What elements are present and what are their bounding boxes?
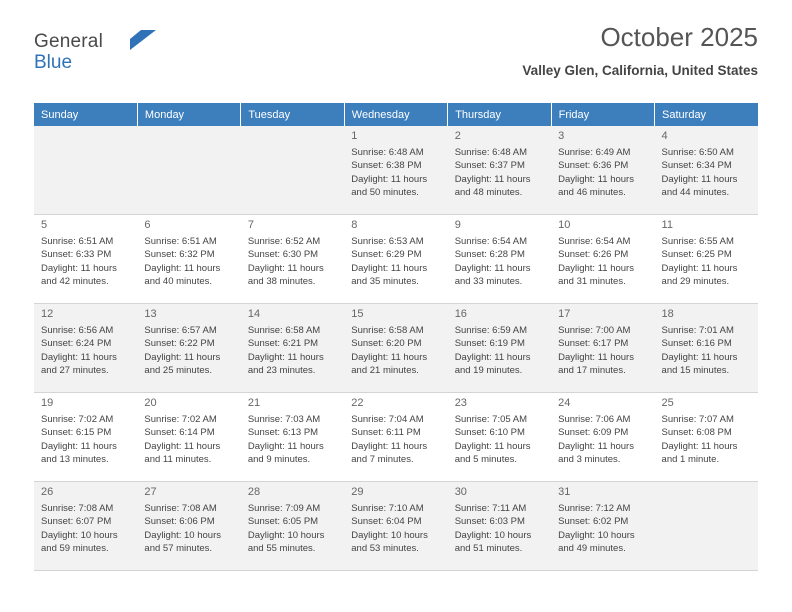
page-header [34, 22, 758, 94]
day-number: 25 [661, 397, 674, 409]
day-cell [655, 304, 758, 393]
sunrise-text: Sunrise: 6:58 AM [247, 325, 321, 336]
day-number: 29 [351, 486, 364, 498]
day-number: 27 [144, 486, 157, 498]
daylight-text-line1: Daylight: 11 hours [41, 440, 117, 452]
sunset-text: Sunset: 6:36 PM [558, 160, 629, 172]
day-cell [551, 215, 654, 304]
day-number: 19 [41, 397, 54, 409]
daylight-text-line1: Daylight: 11 hours [247, 440, 324, 452]
location-subtitle: Valley Glen, California, United States [522, 63, 758, 78]
daylight-text-line1: Daylight: 11 hours [661, 173, 738, 185]
daylight-text-line2: and 3 minutes. [558, 454, 621, 466]
sunset-text: Sunset: 6:14 PM [144, 427, 215, 439]
day-number: 18 [661, 308, 674, 320]
day-cell [448, 482, 551, 571]
daylight-text-line1: Daylight: 11 hours [454, 440, 531, 452]
sunrise-text: Sunrise: 6:53 AM [351, 236, 424, 247]
day-cell [551, 482, 654, 571]
daylight-text-line1: Daylight: 11 hours [247, 351, 324, 363]
day-cell [655, 215, 758, 304]
sunrise-text: Sunrise: 6:51 AM [144, 236, 217, 247]
sunset-text: Sunset: 6:34 PM [661, 160, 732, 172]
daylight-text-line1: Daylight: 11 hours [351, 351, 428, 363]
sunset-text: Sunset: 6:25 PM [661, 249, 732, 261]
day-cell [241, 482, 344, 571]
daylight-text-line2: and 1 minute. [661, 454, 720, 466]
weekday-header-wednesday: Wednesday [344, 103, 447, 126]
day-number: 6 [144, 219, 151, 231]
day-cell [137, 126, 240, 215]
day-number: 2 [454, 130, 461, 142]
sunrise-text: Sunrise: 7:05 AM [454, 414, 528, 425]
daylight-text-line2: and 9 minutes. [247, 454, 311, 466]
daylight-text-line2: and 19 minutes. [454, 365, 523, 377]
daylight-text-line2: and 25 minutes. [144, 365, 213, 377]
daylight-text-line1: Daylight: 11 hours [144, 351, 221, 363]
table-row [34, 126, 758, 215]
sunset-text: Sunset: 6:32 PM [144, 249, 215, 261]
day-number: 3 [558, 130, 565, 142]
day-number: 28 [247, 486, 261, 498]
daylight-text-line1: Daylight: 10 hours [247, 529, 325, 541]
sunrise-text: Sunrise: 6:50 AM [661, 147, 734, 158]
day-number: 11 [661, 219, 673, 231]
sunset-text: Sunset: 6:24 PM [41, 338, 112, 350]
day-number: 23 [454, 397, 467, 409]
daylight-text-line2: and 40 minutes. [144, 276, 213, 288]
sunrise-text: Sunrise: 7:00 AM [558, 325, 631, 336]
daylight-text-line2: and 15 minutes. [661, 365, 730, 377]
daylight-text-line2: and 35 minutes. [351, 276, 419, 288]
sunset-text: Sunset: 6:33 PM [41, 249, 112, 261]
sunset-text: Sunset: 6:07 PM [41, 516, 112, 528]
day-number: 22 [351, 397, 364, 409]
sunset-text: Sunset: 6:03 PM [454, 516, 525, 528]
daylight-text-line2: and 17 minutes. [558, 365, 626, 377]
daylight-text-line2: and 44 minutes. [661, 187, 730, 199]
calendar-body [34, 126, 758, 571]
daylight-text-line1: Daylight: 11 hours [144, 440, 221, 452]
daylight-text-line1: Daylight: 11 hours [454, 351, 531, 363]
sunset-text: Sunset: 6:02 PM [558, 516, 629, 528]
sunrise-sunset-calendar [34, 103, 758, 571]
daylight-text-line1: Daylight: 11 hours [351, 440, 428, 452]
sunset-text: Sunset: 6:15 PM [41, 427, 112, 439]
sunrise-text: Sunrise: 6:58 AM [351, 325, 424, 336]
daylight-text-line1: Daylight: 11 hours [41, 351, 117, 363]
sunrise-text: Sunrise: 7:01 AM [661, 325, 734, 336]
sunset-text: Sunset: 6:16 PM [661, 338, 732, 350]
day-cell [344, 215, 447, 304]
daylight-text-line2: and 23 minutes. [247, 365, 316, 377]
daylight-text-line1: Daylight: 11 hours [661, 351, 738, 363]
sunset-text: Sunset: 6:21 PM [247, 338, 319, 350]
day-number: 13 [144, 308, 157, 320]
sunset-text: Sunset: 6:20 PM [351, 338, 422, 350]
table-row [34, 393, 758, 482]
daylight-text-line2: and 46 minutes. [558, 187, 626, 199]
day-number: 16 [454, 308, 467, 320]
weekday-header-monday: Monday [137, 103, 240, 126]
sunrise-text: Sunrise: 7:02 AM [144, 414, 217, 425]
day-number: 9 [454, 219, 461, 231]
sunrise-text: Sunrise: 7:07 AM [661, 414, 734, 425]
daylight-text-line2: and 21 minutes. [351, 365, 419, 377]
day-cell [137, 393, 240, 482]
daylight-text-line1: Daylight: 10 hours [144, 529, 221, 541]
sunset-text: Sunset: 6:09 PM [558, 427, 629, 439]
day-cell [344, 304, 447, 393]
day-cell [34, 304, 137, 393]
sunrise-text: Sunrise: 6:48 AM [454, 147, 528, 158]
day-cell [448, 393, 551, 482]
daylight-text-line2: and 38 minutes. [247, 276, 316, 288]
day-number: 10 [558, 219, 571, 231]
day-number: 15 [351, 308, 364, 320]
daylight-text-line2: and 7 minutes. [351, 454, 414, 466]
daylight-text-line1: Daylight: 11 hours [454, 262, 531, 274]
sunrise-text: Sunrise: 6:57 AM [144, 325, 217, 336]
daylight-text-line2: and 49 minutes. [558, 543, 626, 555]
sunset-text: Sunset: 6:29 PM [351, 249, 422, 261]
day-number: 12 [41, 308, 54, 320]
day-cell [448, 304, 551, 393]
sunset-text: Sunset: 6:37 PM [454, 160, 525, 172]
sunrise-text: Sunrise: 7:03 AM [247, 414, 321, 425]
weekday-header-saturday: Saturday [655, 103, 758, 126]
sunrise-text: Sunrise: 6:59 AM [454, 325, 528, 336]
day-cell [448, 126, 551, 215]
day-number: 30 [454, 486, 467, 498]
daylight-text-line2: and 51 minutes. [454, 543, 523, 555]
day-number: 20 [144, 397, 157, 409]
day-number: 31 [558, 486, 571, 498]
sunset-text: Sunset: 6:26 PM [558, 249, 629, 261]
day-cell [241, 215, 344, 304]
sunrise-text: Sunrise: 7:08 AM [144, 503, 217, 514]
daylight-text-line2: and 29 minutes. [661, 276, 730, 288]
daylight-text-line1: Daylight: 10 hours [41, 529, 118, 541]
day-cell [34, 126, 137, 215]
daylight-text-line2: and 13 minutes. [41, 454, 109, 466]
daylight-text-line1: Daylight: 11 hours [661, 440, 738, 452]
sunset-text: Sunset: 6:19 PM [454, 338, 525, 350]
sunset-text: Sunset: 6:10 PM [454, 427, 525, 439]
logo-text-blue: Blue [34, 52, 73, 73]
weekday-header-row [34, 103, 758, 126]
weekday-header-friday: Friday [551, 103, 654, 126]
day-number: 5 [41, 219, 48, 231]
sunrise-text: Sunrise: 6:48 AM [351, 147, 424, 158]
day-cell [344, 126, 447, 215]
daylight-text-line2: and 55 minutes. [247, 543, 316, 555]
daylight-text-line2: and 11 minutes. [144, 454, 212, 466]
daylight-text-line2: and 5 minutes. [454, 454, 518, 466]
sunset-text: Sunset: 6:28 PM [454, 249, 525, 261]
daylight-text-line1: Daylight: 11 hours [661, 262, 738, 274]
day-cell [137, 482, 240, 571]
day-cell [448, 215, 551, 304]
weekday-header-thursday: Thursday [448, 103, 551, 126]
sunset-text: Sunset: 6:30 PM [247, 249, 319, 261]
day-cell [241, 126, 344, 215]
sunrise-text: Sunrise: 6:54 AM [454, 236, 528, 247]
sunrise-text: Sunrise: 7:09 AM [247, 503, 321, 514]
day-number: 4 [661, 130, 668, 142]
day-cell [34, 215, 137, 304]
sunset-text: Sunset: 6:17 PM [558, 338, 629, 350]
day-cell [344, 482, 447, 571]
day-cell [551, 393, 654, 482]
title-block [522, 22, 758, 78]
table-row [34, 215, 758, 304]
flag-icon-highlight [130, 30, 141, 39]
daylight-text-line2: and 53 minutes. [351, 543, 419, 555]
daylight-text-line2: and 50 minutes. [351, 187, 419, 199]
table-row [34, 482, 758, 571]
daylight-text-line1: Daylight: 10 hours [351, 529, 428, 541]
daylight-text-line1: Daylight: 11 hours [558, 262, 634, 274]
sunrise-text: Sunrise: 7:06 AM [558, 414, 631, 425]
sunset-text: Sunset: 6:22 PM [144, 338, 215, 350]
day-number: 8 [351, 219, 358, 231]
daylight-text-line2: and 59 minutes. [41, 543, 109, 555]
daylight-text-line1: Daylight: 11 hours [247, 262, 324, 274]
sunset-text: Sunset: 6:11 PM [351, 427, 421, 439]
daylight-text-line1: Daylight: 11 hours [558, 351, 634, 363]
day-cell [655, 482, 758, 571]
daylight-text-line1: Daylight: 11 hours [558, 173, 634, 185]
day-cell [34, 482, 137, 571]
sunset-text: Sunset: 6:05 PM [247, 516, 319, 528]
day-cell [551, 304, 654, 393]
day-cell [241, 304, 344, 393]
daylight-text-line2: and 48 minutes. [454, 187, 523, 199]
logo-text-general: General [34, 31, 103, 52]
daylight-text-line2: and 31 minutes. [558, 276, 626, 288]
sunset-text: Sunset: 6:04 PM [351, 516, 422, 528]
daylight-text-line1: Daylight: 11 hours [351, 262, 428, 274]
day-number: 21 [247, 397, 261, 409]
sunrise-text: Sunrise: 6:56 AM [41, 325, 114, 336]
sunset-text: Sunset: 6:08 PM [661, 427, 732, 439]
sunset-text: Sunset: 6:38 PM [351, 160, 422, 172]
day-cell [655, 126, 758, 215]
sunrise-text: Sunrise: 7:02 AM [41, 414, 114, 425]
sunrise-text: Sunrise: 6:51 AM [41, 236, 114, 247]
day-number: 26 [41, 486, 54, 498]
sunrise-text: Sunrise: 7:08 AM [41, 503, 114, 514]
sunrise-text: Sunrise: 7:10 AM [351, 503, 424, 514]
sunrise-text: Sunrise: 7:11 AM [454, 503, 527, 514]
daylight-text-line1: Daylight: 11 hours [41, 262, 117, 274]
sunset-text: Sunset: 6:06 PM [144, 516, 215, 528]
page-title: October 2025 [600, 22, 758, 52]
sunrise-text: Sunrise: 6:52 AM [247, 236, 321, 247]
day-cell [655, 393, 758, 482]
day-number: 7 [247, 219, 254, 231]
daylight-text-line2: and 27 minutes. [41, 365, 109, 377]
daylight-text-line2: and 42 minutes. [41, 276, 109, 288]
daylight-text-line1: Daylight: 10 hours [454, 529, 532, 541]
day-cell [551, 126, 654, 215]
sunrise-text: Sunrise: 6:49 AM [558, 147, 631, 158]
logo[interactable] [34, 22, 194, 73]
daylight-text-line1: Daylight: 11 hours [351, 173, 428, 185]
day-cell [34, 393, 137, 482]
day-number: 1 [351, 130, 358, 142]
daylight-text-line2: and 33 minutes. [454, 276, 523, 288]
weekday-header-sunday: Sunday [34, 103, 137, 126]
sunrise-text: Sunrise: 6:55 AM [661, 236, 734, 247]
day-number: 17 [558, 308, 571, 320]
daylight-text-line1: Daylight: 11 hours [558, 440, 634, 452]
sunrise-text: Sunrise: 7:12 AM [558, 503, 631, 514]
daylight-text-line2: and 57 minutes. [144, 543, 213, 555]
day-cell [241, 393, 344, 482]
weekday-header-tuesday: Tuesday [241, 103, 344, 126]
day-number: 24 [558, 397, 571, 409]
day-cell [137, 304, 240, 393]
day-cell [344, 393, 447, 482]
table-row [34, 304, 758, 393]
sunset-text: Sunset: 6:13 PM [247, 427, 319, 439]
daylight-text-line1: Daylight: 11 hours [454, 173, 531, 185]
sunrise-text: Sunrise: 6:54 AM [558, 236, 631, 247]
daylight-text-line1: Daylight: 11 hours [144, 262, 221, 274]
daylight-text-line1: Daylight: 10 hours [558, 529, 635, 541]
day-number: 14 [247, 308, 261, 320]
day-cell [137, 215, 240, 304]
sunrise-text: Sunrise: 7:04 AM [351, 414, 424, 425]
